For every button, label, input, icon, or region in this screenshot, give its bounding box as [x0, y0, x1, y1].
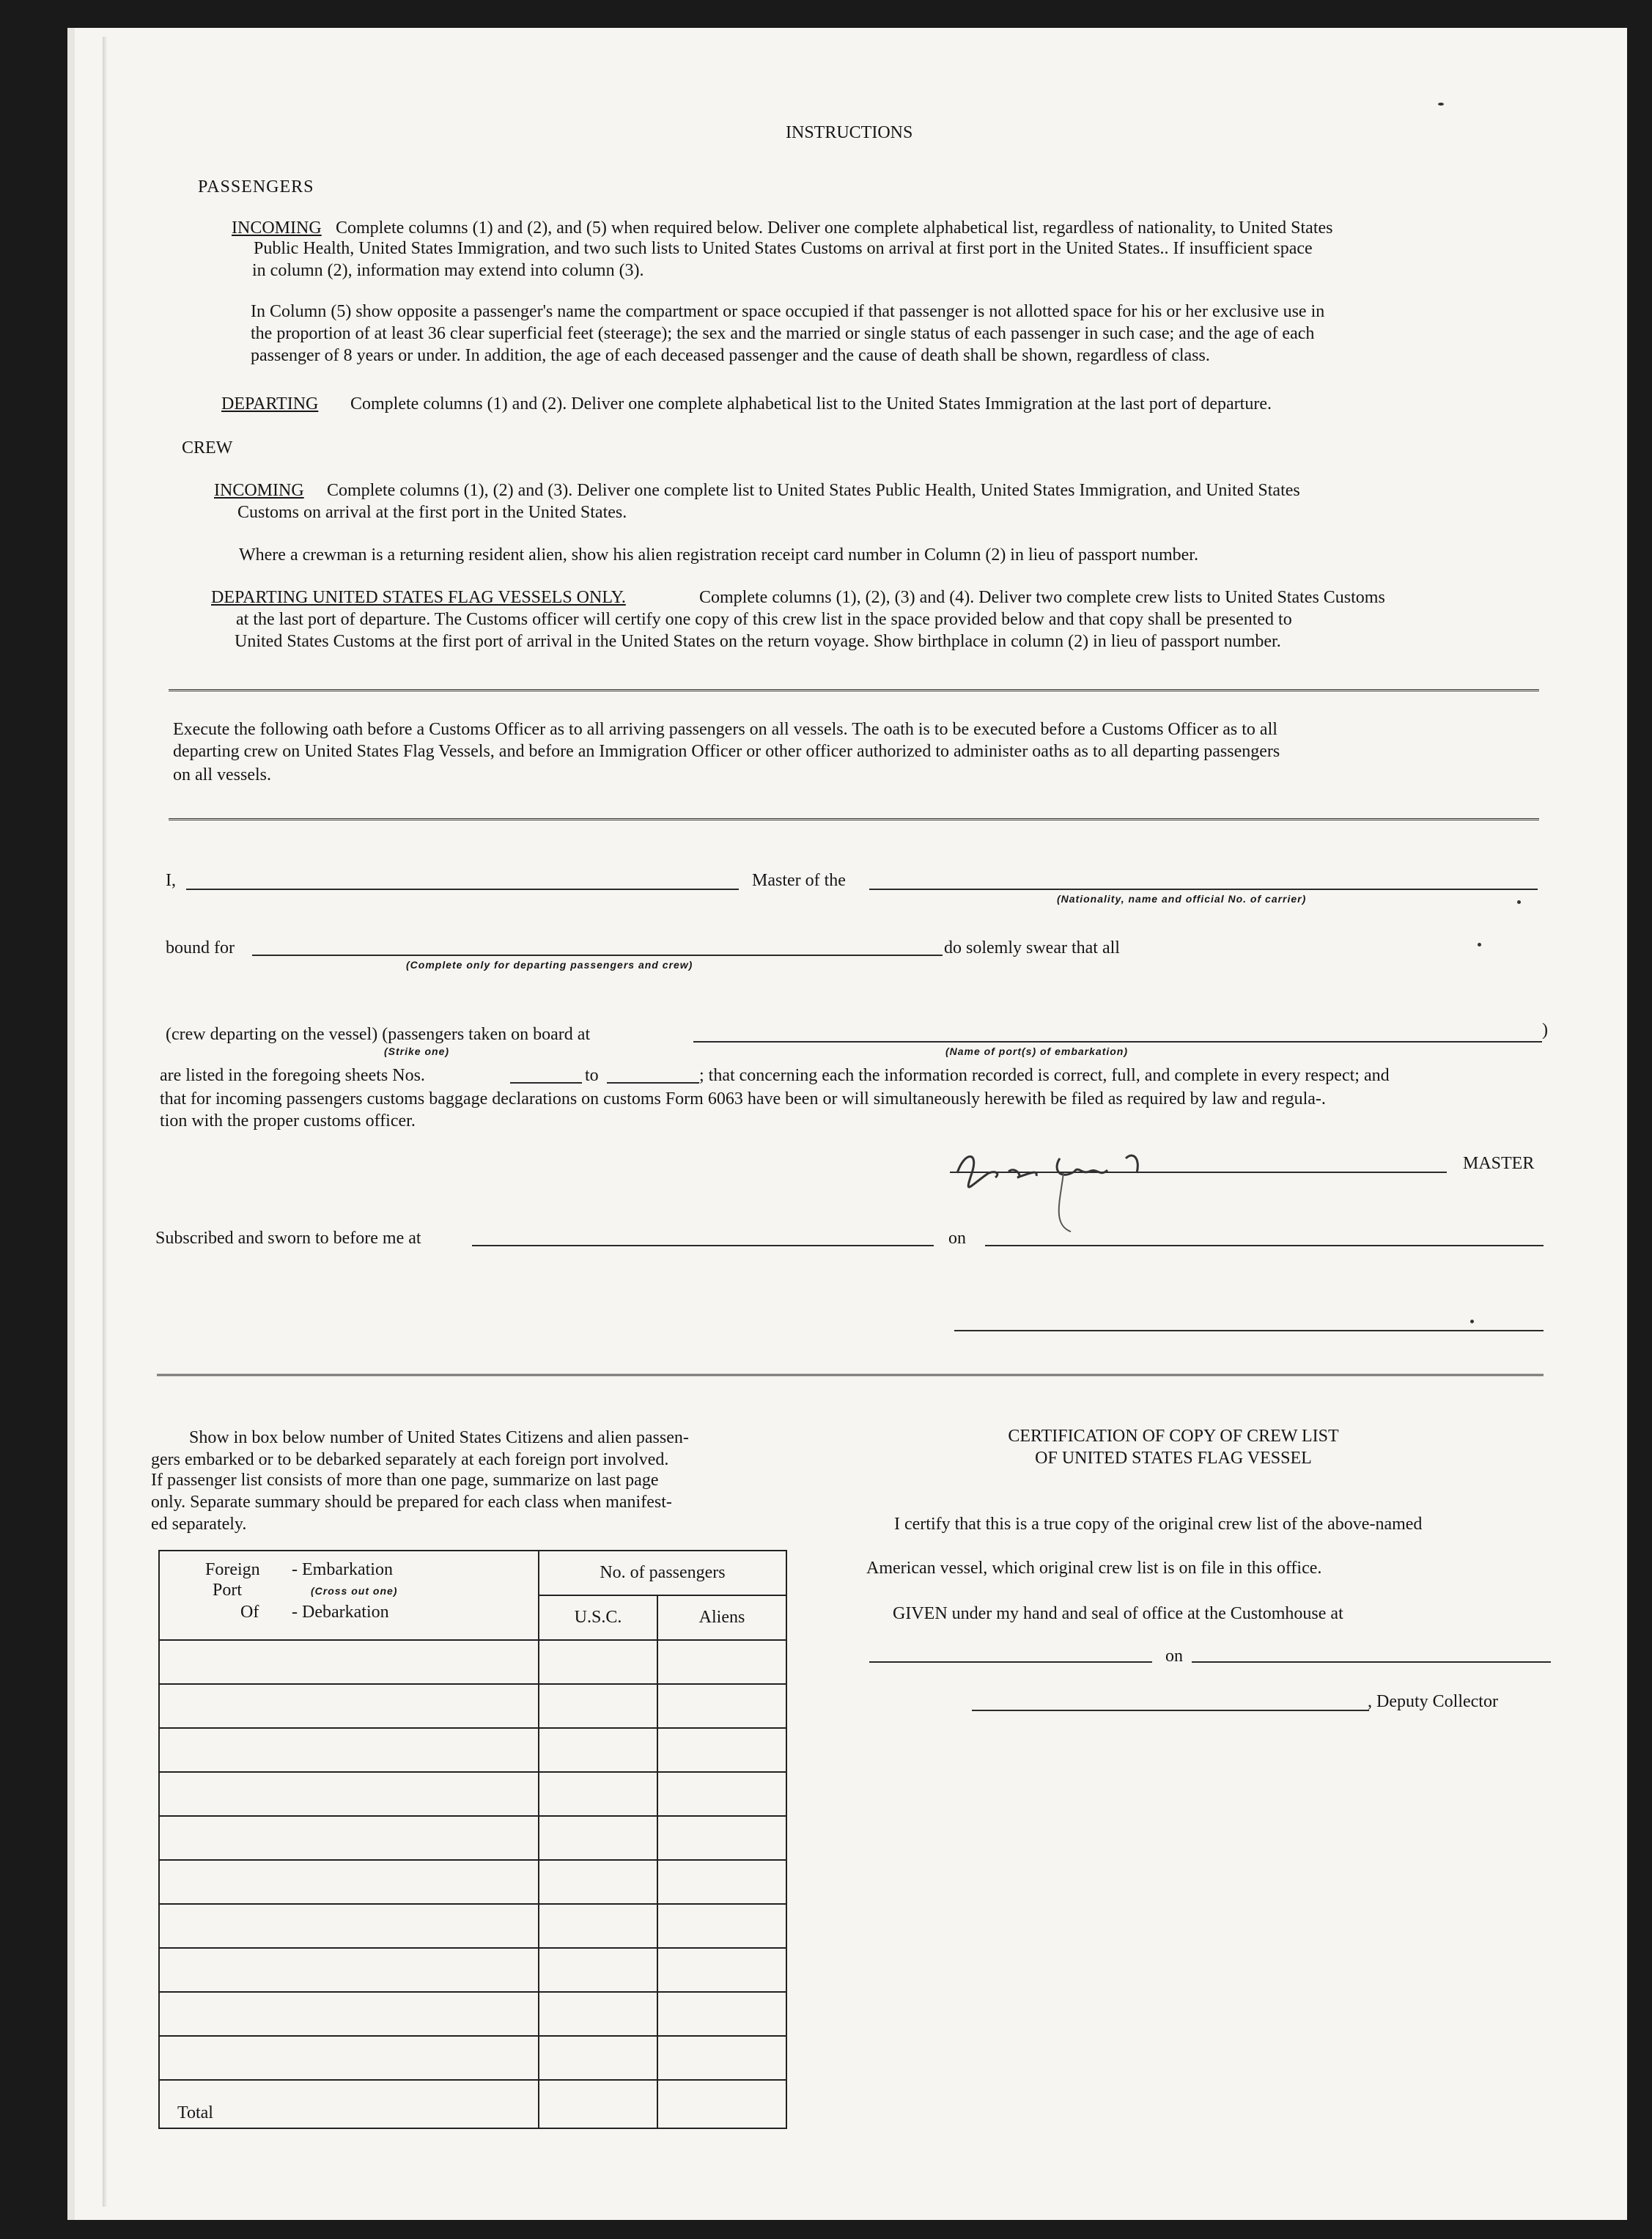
usc-cell[interactable]: [539, 1728, 657, 1772]
crew-departing-line: at the last port of departure. The Customs officer will certify one copy of this crew list in the space provided below and that copy shall be presented to: [236, 610, 1292, 629]
cross-out-hint: (Cross out one): [311, 1585, 398, 1597]
embarkation-header: - Embarkation: [292, 1560, 393, 1579]
port-header-cell: [159, 1551, 539, 1640]
aliens-cell[interactable]: [657, 1904, 786, 1948]
summary-instructions-line: gers embarked or to be debarked separately at each foreign port involved.: [151, 1450, 669, 1469]
usc-cell[interactable]: [539, 1640, 657, 1684]
port-cell[interactable]: [159, 1992, 539, 2036]
total-label: Total: [159, 2080, 539, 2128]
summary-row: [159, 1860, 786, 1904]
section-divider: [157, 1374, 1544, 1376]
sworn-place-field[interactable]: [472, 1245, 934, 1246]
customhouse-field[interactable]: [869, 1661, 1152, 1663]
crew-departing-line: Complete columns (1), (2), (3) and (4). Deliver two complete crew lists to United States Customs: [699, 588, 1385, 607]
solemnly-swear-text: do solemly swear that all: [944, 938, 1120, 957]
certification-date-field[interactable]: [1192, 1661, 1551, 1663]
usc-cell[interactable]: [539, 2036, 657, 2080]
passengers-departing-text: Complete columns (1) and (2). Deliver one complete alphabetical list to the United States Immigration at the last port of departure.: [350, 394, 1272, 413]
usc-header: U.S.C.: [539, 1595, 657, 1640]
sheets-line-end: ; that concerning each the information recorded is correct, full, and complete in every respect; and: [699, 1066, 1390, 1085]
passengers-incoming-line: in column (2), information may extend into column (3).: [252, 261, 644, 280]
certification-line: GIVEN under my hand and seal of office at the Customhouse at: [893, 1604, 1343, 1623]
aliens-cell[interactable]: [657, 1640, 786, 1684]
summary-instructions-line: only. Separate summary should be prepared for each class when manifest-: [151, 1493, 672, 1512]
sheet-fold-edge: [103, 37, 107, 2207]
port-cell[interactable]: [159, 1860, 539, 1904]
bound-for-field[interactable]: [252, 955, 943, 956]
strike-one-hint: (Strike one): [384, 1045, 450, 1057]
scan-speck: [1517, 900, 1521, 904]
crew-heading: CREW: [182, 438, 233, 457]
aliens-cell[interactable]: [657, 1992, 786, 2036]
passenger-summary-table: [158, 1550, 787, 2129]
crew-departing-label: DEPARTING UNITED STATES FLAG VESSELS ONLY.: [211, 588, 626, 607]
summary-instructions-line: ed separately.: [151, 1515, 247, 1534]
debarkation-header: - Debarkation: [292, 1603, 389, 1622]
passengers-heading: PASSENGERS: [198, 177, 314, 196]
summary-instructions-line: Show in box below number of United States Citizens and alien passen-: [189, 1428, 689, 1447]
summary-row: [159, 1684, 786, 1728]
aliens-cell[interactable]: [657, 1860, 786, 1904]
usc-cell[interactable]: [539, 1772, 657, 1816]
instructions-title: INSTRUCTIONS: [786, 123, 913, 142]
oath-i-label: I,: [166, 871, 176, 890]
passengers-incoming-line: Complete columns (1) and (2), and (5) when required below. Deliver one complete alphabetical list, regardless of nationality, to United States: [336, 218, 1333, 238]
aliens-cell[interactable]: [657, 1728, 786, 1772]
officer-signature-line[interactable]: [954, 1330, 1544, 1331]
no-passengers-header: No. of passengers: [539, 1551, 786, 1595]
aliens-header: Aliens: [657, 1595, 786, 1640]
nationality-hint: (Nationality, name and official No. of carrier): [1057, 893, 1307, 905]
scan-speck: [1478, 943, 1481, 946]
of-header: Of: [240, 1603, 259, 1622]
carrier-field[interactable]: [869, 889, 1538, 890]
summary-row: [159, 1728, 786, 1772]
aliens-cell[interactable]: [657, 1948, 786, 1992]
aliens-total-cell[interactable]: [657, 2080, 786, 2128]
port-cell[interactable]: [159, 1948, 539, 1992]
sheets-line: are listed in the foregoing sheets Nos.: [160, 1066, 425, 1085]
sheet-from-field[interactable]: [510, 1082, 582, 1084]
port-cell[interactable]: [159, 2036, 539, 2080]
column5-line: the proportion of at least 36 clear superficial feet (steerage); the sex and the married or single status of each passenger in such case; and the age of each: [251, 324, 1315, 343]
passengers-departing-label: DEPARTING: [221, 394, 319, 413]
summary-row: [159, 1772, 786, 1816]
summary-row: [159, 1640, 786, 1684]
summary-row: [159, 1904, 786, 1948]
usc-cell[interactable]: [539, 1992, 657, 2036]
section-divider: [169, 818, 1539, 820]
usc-total-cell[interactable]: [539, 2080, 657, 2128]
port-cell[interactable]: [159, 1816, 539, 1860]
port-cell[interactable]: [159, 1684, 539, 1728]
bound-for-label: bound for: [166, 938, 235, 957]
port-cell[interactable]: [159, 1772, 539, 1816]
port-cell[interactable]: [159, 1728, 539, 1772]
crew-departing-line: United States Customs at the first port of arrival in the United States on the return voyage. Show birthplace in column (2) in lieu of passport number.: [235, 632, 1281, 651]
summary-row: [159, 1816, 786, 1860]
aliens-cell[interactable]: [657, 1816, 786, 1860]
ports-hint: (Name of port(s) of embarkation): [945, 1045, 1129, 1057]
certification-on-label: on: [1165, 1647, 1183, 1666]
section-divider: [169, 689, 1539, 691]
master-of-the-label: Master of the: [752, 871, 846, 890]
usc-cell[interactable]: [539, 1860, 657, 1904]
subscribed-label: Subscribed and sworn to before me at: [155, 1229, 421, 1248]
usc-cell[interactable]: [539, 1948, 657, 1992]
oath-instructions-line: departing crew on United States Flag Vessels, and before an Immigration Officer or other officer authorized to administer oaths as to all departing passengers: [173, 742, 1280, 761]
summary-row: [159, 2036, 786, 2080]
summary-row: [159, 1948, 786, 1992]
oath-instructions-line: Execute the following oath before a Customs Officer as to all arriving passengers on all vessels. The oath is to be executed before a Customs Officer as to all: [173, 720, 1277, 739]
close-paren: ): [1542, 1021, 1548, 1040]
column5-line: passenger of 8 years or under. In addition, the age of each deceased passenger and the cause of death shall be shown, regardless of class.: [251, 346, 1210, 365]
scan-speck: [1438, 103, 1444, 106]
scan-speck: [1470, 1320, 1474, 1323]
crew-incoming-label: INCOMING: [214, 481, 304, 500]
deputy-collector-label: , Deputy Collector: [1368, 1692, 1498, 1711]
sheets-to-label: to: [585, 1066, 599, 1085]
oath-instructions-line: on all vessels.: [173, 765, 271, 784]
passengers-incoming-line: Public Health, United States Immigration, and two such lists to United States Customs on arrival at first port in the United States.. If insufficient space: [254, 239, 1313, 258]
column5-line: In Column (5) show opposite a passenger's name the compartment or space occupied if that passenger is not allotted space for his or her exclusive use in: [251, 302, 1325, 321]
summary-row: [159, 1992, 786, 2036]
certification-title: CERTIFICATION OF COPY OF CREW LIST: [1008, 1427, 1339, 1446]
aliens-cell[interactable]: [657, 2036, 786, 2080]
deputy-signature-field[interactable]: [972, 1710, 1369, 1711]
port-cell[interactable]: [159, 1640, 539, 1684]
aliens-cell[interactable]: [657, 1684, 786, 1728]
usc-cell[interactable]: [539, 1904, 657, 1948]
crewman-note: Where a crewman is a returning resident alien, show his alien registration receipt card number in Column (2) in lieu of passport number.: [239, 545, 1198, 565]
certification-line: I certify that this is a true copy of the original crew list of the above-named: [894, 1515, 1423, 1534]
sheets-line: that for incoming passengers customs baggage declarations on customs Form 6063 have been or will simultaneously herewith be filed as required by law and regula-.: [160, 1089, 1326, 1109]
usc-cell[interactable]: [539, 1816, 657, 1860]
crew-incoming-line: Complete columns (1), (2) and (3). Deliver one complete list to United States Public Health, United States Immigration, and United States: [327, 481, 1300, 500]
sheet-to-field[interactable]: [607, 1082, 699, 1084]
usc-cell[interactable]: [539, 1684, 657, 1728]
aliens-cell[interactable]: [657, 1772, 786, 1816]
foreign-header: Foreign: [205, 1560, 260, 1579]
master-label: MASTER: [1463, 1154, 1535, 1173]
master-name-field[interactable]: [186, 889, 739, 890]
passengers-incoming-label: INCOMING: [232, 218, 322, 238]
embarkation-ports-field[interactable]: [693, 1041, 1542, 1043]
sheets-line: tion with the proper customs officer.: [160, 1111, 416, 1130]
bound-for-hint: (Complete only for departing passengers and crew): [406, 959, 693, 971]
certification-subtitle: OF UNITED STATES FLAG VESSEL: [1035, 1449, 1312, 1468]
sworn-on-label: on: [948, 1229, 966, 1248]
certification-line: American vessel, which original crew list is on file in this office.: [866, 1559, 1322, 1578]
port-cell[interactable]: [159, 1904, 539, 1948]
summary-total-row: [159, 2080, 786, 2128]
master-signature: [950, 1129, 1258, 1246]
sworn-date-field[interactable]: [985, 1245, 1544, 1246]
crew-passengers-text: (crew departing on the vessel) (passengers taken on board at: [166, 1025, 591, 1044]
summary-instructions-line: If passenger list consists of more than one page, summarize on last page: [151, 1471, 659, 1490]
port-header: Port: [213, 1581, 243, 1600]
crew-incoming-line: Customs on arrival at the first port in the United States.: [237, 503, 627, 522]
